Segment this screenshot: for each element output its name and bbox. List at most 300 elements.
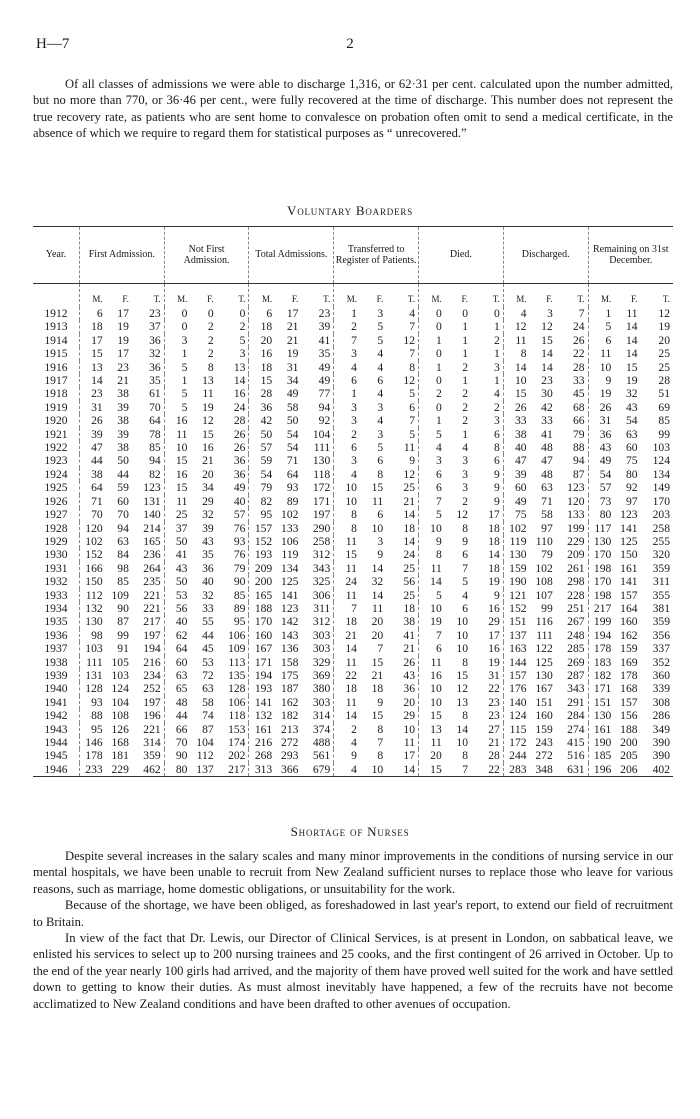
year-cell: 1938 bbox=[33, 656, 79, 669]
value-cell: 272 bbox=[535, 749, 553, 763]
subheader-cell: T. bbox=[471, 284, 503, 308]
value-cell: 9 bbox=[377, 695, 384, 709]
value-cell: 11 bbox=[430, 561, 442, 575]
shortage-paragraph: Despite several increases in the salary scales and many minor improvements in the conditions of nursing service in our mental hospitals, we have been unable to recruit from New Zealand sufficient nurses to replace those who leave for various reasons, such as marriage, home domestic obligations, or unsuitability for the work. bbox=[33, 849, 673, 896]
value-cell: 9 bbox=[435, 534, 442, 548]
value-cell: 402 bbox=[641, 763, 673, 777]
value-cell: 209 bbox=[556, 548, 588, 561]
table-row bbox=[33, 736, 673, 749]
value-cell: 374 bbox=[301, 723, 333, 736]
value-cell: 16 bbox=[217, 387, 249, 400]
value-cell: 19 bbox=[430, 615, 442, 629]
value-cell: 216 bbox=[254, 736, 273, 749]
column-header-group: Discharged. bbox=[503, 227, 588, 284]
table-row bbox=[33, 414, 673, 427]
value-cell: 123 bbox=[281, 601, 299, 615]
value-cell: 92 bbox=[301, 414, 333, 427]
value-cell: 9 bbox=[471, 589, 503, 602]
value-cell: 3 bbox=[351, 414, 357, 428]
value-cell: 8 bbox=[471, 441, 503, 454]
value-cell: 79 bbox=[541, 548, 553, 562]
value-cell: 314 bbox=[132, 736, 164, 749]
value-cell: 133 bbox=[556, 508, 588, 521]
value-cell: 3 bbox=[351, 454, 357, 468]
value-cell: 103 bbox=[652, 441, 670, 455]
value-cell: 120 bbox=[85, 521, 103, 535]
value-cell: 151 bbox=[593, 695, 612, 709]
value-cell: 93 bbox=[286, 481, 299, 495]
value-cell: 165 bbox=[254, 588, 273, 602]
value-cell: 16 bbox=[430, 668, 442, 682]
value-cell: 4 bbox=[377, 347, 384, 361]
value-cell: 36 bbox=[260, 400, 273, 414]
value-cell: 6 bbox=[377, 508, 384, 522]
value-cell: 112 bbox=[85, 588, 103, 602]
value-cell: 157 bbox=[509, 668, 527, 682]
value-cell: 7 bbox=[445, 763, 471, 777]
year-cell: 1931 bbox=[33, 562, 79, 575]
year-cell: 1940 bbox=[33, 682, 79, 695]
value-cell: 11 bbox=[600, 347, 612, 361]
value-cell: 293 bbox=[281, 749, 299, 763]
column-header-group: Total Admissions. bbox=[249, 227, 334, 284]
value-cell: 103 bbox=[111, 668, 129, 682]
value-cell: 21 bbox=[471, 736, 503, 749]
value-cell: 39 bbox=[91, 427, 103, 441]
value-cell: 0 bbox=[435, 320, 442, 334]
value-cell: 108 bbox=[535, 575, 553, 589]
value-cell: 1 bbox=[471, 320, 503, 333]
value-cell: 5 bbox=[217, 334, 249, 347]
value-cell: 3 bbox=[181, 333, 188, 347]
value-cell: 79 bbox=[217, 562, 249, 575]
value-cell: 221 bbox=[132, 602, 164, 615]
value-cell: 234 bbox=[132, 669, 164, 682]
value-cell: 6 bbox=[435, 467, 442, 481]
table-row bbox=[33, 696, 673, 709]
subheader-cell: T. bbox=[301, 284, 333, 308]
subheader-cell: F. bbox=[376, 293, 384, 304]
value-cell: 125 bbox=[620, 534, 638, 548]
value-cell: 99 bbox=[541, 601, 553, 615]
value-cell: 94 bbox=[301, 401, 333, 414]
value-cell: 56 bbox=[386, 575, 418, 588]
value-cell: 320 bbox=[652, 548, 670, 562]
value-cell: 4 bbox=[377, 414, 384, 428]
value-cell: 194 bbox=[593, 628, 612, 642]
value-cell: 119 bbox=[281, 548, 299, 562]
value-cell: 71 bbox=[286, 454, 299, 468]
value-cell: 21 bbox=[286, 333, 299, 347]
value-cell: 171 bbox=[254, 655, 273, 669]
value-cell: 71 bbox=[541, 494, 553, 508]
value-cell: 0 bbox=[471, 307, 503, 320]
value-cell: 31 bbox=[91, 400, 103, 414]
value-cell: 19 bbox=[471, 575, 503, 588]
value-cell: 15 bbox=[419, 763, 445, 777]
value-cell: 41 bbox=[386, 629, 418, 642]
value-cell: 2 bbox=[462, 400, 468, 414]
value-cell: 172 bbox=[301, 481, 333, 494]
value-cell: 0 bbox=[181, 307, 188, 320]
value-cell: 194 bbox=[132, 642, 164, 655]
voluntary-boarders-table bbox=[33, 226, 673, 777]
year-cell: 1924 bbox=[33, 468, 79, 481]
value-cell: 50 bbox=[175, 575, 188, 589]
value-cell: 3 bbox=[351, 400, 357, 414]
value-cell: 0 bbox=[435, 347, 442, 361]
value-cell: 150 bbox=[85, 575, 103, 589]
value-cell: 359 bbox=[132, 749, 164, 762]
value-cell: 47 bbox=[514, 454, 527, 468]
value-cell: 28 bbox=[556, 361, 588, 374]
table-row bbox=[33, 548, 673, 561]
value-cell: 18 bbox=[386, 522, 418, 535]
value-cell: 43 bbox=[599, 441, 612, 455]
value-cell: 111 bbox=[301, 441, 333, 454]
value-cell: 36 bbox=[599, 427, 612, 441]
value-cell: 264 bbox=[132, 562, 164, 575]
value-cell: 6 bbox=[377, 454, 384, 468]
table-row bbox=[33, 522, 673, 535]
value-cell: 131 bbox=[132, 495, 164, 508]
value-cell: 51 bbox=[658, 387, 670, 401]
value-cell: 41 bbox=[175, 548, 188, 562]
value-cell: 111 bbox=[86, 655, 103, 669]
value-cell: 87 bbox=[556, 468, 588, 481]
value-cell: 36 bbox=[132, 361, 164, 374]
value-cell: 43 bbox=[625, 400, 638, 414]
table-row bbox=[33, 307, 673, 320]
value-cell: 134 bbox=[652, 467, 670, 481]
value-cell: 298 bbox=[556, 575, 588, 588]
year-cell: 1942 bbox=[33, 709, 79, 722]
value-cell: 6 bbox=[351, 374, 357, 388]
value-cell: 5 bbox=[181, 400, 188, 414]
value-cell: 176 bbox=[509, 682, 527, 696]
value-cell: 308 bbox=[652, 695, 670, 709]
table-row bbox=[33, 401, 673, 414]
value-cell: 87 bbox=[202, 722, 214, 736]
value-cell: 60 bbox=[175, 655, 188, 669]
value-cell: 4 bbox=[386, 307, 418, 320]
value-cell: 18 bbox=[471, 562, 503, 575]
value-cell: 272 bbox=[281, 736, 299, 749]
year-cell: 1933 bbox=[33, 589, 79, 602]
value-cell: 12 bbox=[386, 334, 418, 347]
value-cell: 6 bbox=[471, 454, 503, 467]
value-cell: 119 bbox=[509, 534, 527, 548]
value-cell: 15 bbox=[175, 481, 188, 495]
value-cell: 57 bbox=[217, 508, 249, 521]
value-cell: 106 bbox=[217, 696, 249, 709]
value-cell: 196 bbox=[588, 763, 614, 777]
value-cell: 17 bbox=[286, 307, 299, 320]
value-cell: 25 bbox=[658, 347, 670, 361]
value-cell: 170 bbox=[593, 548, 612, 562]
value-cell: 11 bbox=[176, 427, 188, 441]
value-cell: 13 bbox=[202, 374, 214, 388]
value-cell: 130 bbox=[509, 548, 527, 562]
year-cell: 1912 bbox=[33, 307, 79, 320]
value-cell: 19 bbox=[658, 320, 670, 334]
subheader-cell: M. bbox=[516, 293, 527, 304]
value-cell: 6 bbox=[351, 441, 357, 455]
value-cell: 29 bbox=[471, 615, 503, 628]
value-cell: 1 bbox=[462, 347, 468, 361]
value-cell: 22 bbox=[471, 763, 503, 777]
value-cell: 15 bbox=[371, 709, 384, 723]
value-cell: 60 bbox=[117, 494, 129, 508]
value-cell: 3 bbox=[471, 361, 503, 374]
value-cell: 136 bbox=[281, 642, 299, 656]
table-row bbox=[33, 495, 673, 508]
value-cell: 348 bbox=[530, 763, 556, 777]
value-cell: 0 bbox=[181, 320, 188, 334]
value-cell: 28 bbox=[260, 387, 273, 401]
value-cell: 8 bbox=[462, 709, 468, 723]
subheader-cell: T. bbox=[662, 293, 670, 304]
value-cell: 43 bbox=[386, 669, 418, 682]
value-cell: 2 bbox=[207, 320, 214, 334]
year-cell: 1926 bbox=[33, 495, 79, 508]
value-cell: 99 bbox=[117, 628, 129, 642]
value-cell: 28 bbox=[217, 414, 249, 427]
table-row bbox=[33, 347, 673, 360]
value-cell: 193 bbox=[254, 682, 273, 696]
value-cell: 116 bbox=[535, 615, 553, 629]
value-cell: 4 bbox=[377, 387, 384, 401]
value-cell: 10 bbox=[456, 628, 468, 642]
subheader-cell: F. bbox=[207, 293, 214, 304]
value-cell: 31 bbox=[599, 414, 612, 428]
value-cell: 1 bbox=[605, 307, 612, 320]
value-cell: 1 bbox=[471, 374, 503, 387]
value-cell: 40 bbox=[217, 495, 249, 508]
value-cell: 98 bbox=[117, 561, 129, 575]
table-subheader-row bbox=[33, 284, 673, 308]
value-cell: 267 bbox=[556, 615, 588, 628]
value-cell: 24 bbox=[217, 401, 249, 414]
value-cell: 10 bbox=[456, 736, 468, 749]
value-cell: 104 bbox=[301, 428, 333, 441]
value-cell: 17 bbox=[471, 629, 503, 642]
value-cell: 349 bbox=[652, 722, 670, 736]
value-cell: 170 bbox=[254, 615, 273, 629]
value-cell: 38 bbox=[117, 414, 129, 428]
value-cell: 163 bbox=[509, 642, 527, 656]
value-cell: 22 bbox=[471, 682, 503, 695]
value-cell: 95 bbox=[217, 615, 249, 628]
value-cell: 23 bbox=[91, 387, 103, 401]
value-cell: 15 bbox=[202, 427, 214, 441]
value-cell: 109 bbox=[217, 642, 249, 655]
value-cell: 28 bbox=[658, 374, 670, 388]
value-cell: 7 bbox=[462, 561, 468, 575]
subheader-cell: M. bbox=[261, 293, 273, 304]
value-cell: 106 bbox=[281, 534, 299, 548]
value-cell: 66 bbox=[556, 414, 588, 427]
value-cell: 41 bbox=[301, 334, 333, 347]
value-cell: 312 bbox=[301, 548, 333, 561]
value-cell: 37 bbox=[132, 320, 164, 333]
value-cell: 5 bbox=[377, 333, 384, 347]
value-cell: 258 bbox=[652, 521, 670, 535]
value-cell: 63 bbox=[175, 668, 188, 682]
value-cell: 178 bbox=[85, 749, 103, 763]
value-cell: 79 bbox=[260, 481, 273, 495]
value-cell: 6 bbox=[471, 428, 503, 441]
value-cell: 23 bbox=[301, 307, 333, 320]
value-cell: 115 bbox=[509, 722, 527, 736]
value-cell: 160 bbox=[535, 709, 553, 723]
value-cell: 258 bbox=[301, 535, 333, 548]
table-row bbox=[33, 763, 673, 777]
value-cell: 16 bbox=[471, 602, 503, 615]
value-cell: 19 bbox=[599, 387, 612, 401]
value-cell: 5 bbox=[181, 360, 188, 374]
value-cell: 5 bbox=[377, 441, 384, 455]
value-cell: 31 bbox=[286, 360, 299, 374]
value-cell: 12 bbox=[541, 320, 553, 334]
value-cell: 3 bbox=[377, 307, 384, 320]
value-cell: 6 bbox=[377, 374, 384, 388]
value-cell: 111 bbox=[536, 628, 553, 642]
value-cell: 325 bbox=[301, 575, 333, 588]
value-cell: 10 bbox=[360, 763, 386, 777]
value-cell: 221 bbox=[132, 723, 164, 736]
value-cell: 137 bbox=[190, 763, 216, 777]
value-cell: 50 bbox=[117, 454, 129, 468]
value-cell: 14 bbox=[430, 575, 442, 589]
value-cell: 37 bbox=[175, 521, 188, 535]
value-cell: 104 bbox=[196, 736, 214, 749]
value-cell: 53 bbox=[202, 655, 214, 669]
value-cell: 44 bbox=[202, 628, 214, 642]
value-cell: 291 bbox=[556, 696, 588, 709]
value-cell: 25 bbox=[658, 360, 670, 374]
value-cell: 18 bbox=[260, 360, 273, 374]
value-cell: 38 bbox=[91, 467, 103, 481]
value-cell: 306 bbox=[301, 589, 333, 602]
value-cell: 18 bbox=[471, 535, 503, 548]
table-row bbox=[33, 454, 673, 467]
value-cell: 8 bbox=[351, 508, 357, 522]
value-cell: 99 bbox=[658, 427, 670, 441]
value-cell: 126 bbox=[111, 722, 129, 736]
value-cell: 157 bbox=[620, 588, 638, 602]
value-cell: 97 bbox=[541, 521, 553, 535]
shortage-paragraph: Because of the shortage, we have been obliged, as foreshadowed in last year's report, to extend our field of recruitment to Britain. bbox=[33, 898, 673, 929]
value-cell: 87 bbox=[117, 615, 129, 629]
value-cell: 19 bbox=[471, 656, 503, 669]
value-cell: 21 bbox=[117, 374, 129, 388]
value-cell: 6 bbox=[266, 307, 273, 320]
value-cell: 252 bbox=[132, 682, 164, 695]
value-cell: 194 bbox=[254, 668, 273, 682]
value-cell: 203 bbox=[652, 508, 670, 522]
value-cell: 8 bbox=[462, 655, 468, 669]
value-cell: 3 bbox=[462, 481, 468, 495]
value-cell: 33 bbox=[556, 374, 588, 387]
value-cell: 78 bbox=[132, 428, 164, 441]
year-cell: 1945 bbox=[33, 749, 79, 762]
value-cell: 113 bbox=[217, 656, 249, 669]
value-cell: 355 bbox=[652, 588, 670, 602]
value-cell: 13 bbox=[430, 722, 442, 736]
value-cell: 181 bbox=[111, 749, 129, 763]
value-cell: 20 bbox=[430, 749, 442, 763]
value-cell: 2 bbox=[462, 494, 468, 508]
column-header-group: Not First Admission. bbox=[164, 227, 249, 284]
value-cell: 8 bbox=[207, 360, 214, 374]
value-cell: 18 bbox=[260, 320, 273, 334]
table-row bbox=[33, 468, 673, 481]
value-cell: 182 bbox=[593, 668, 612, 682]
table-row bbox=[33, 320, 673, 333]
value-cell: 10 bbox=[430, 682, 442, 696]
value-cell: 0 bbox=[435, 400, 442, 414]
value-cell: 141 bbox=[620, 575, 638, 589]
value-cell: 5 bbox=[605, 320, 612, 334]
page-reference: H—7 bbox=[36, 36, 70, 52]
value-cell: 159 bbox=[509, 561, 527, 575]
value-cell: 183 bbox=[593, 655, 612, 669]
value-cell: 14 bbox=[345, 642, 357, 656]
value-cell: 23 bbox=[117, 360, 129, 374]
value-cell: 144 bbox=[509, 655, 527, 669]
value-cell: 74 bbox=[202, 709, 214, 723]
value-cell: 283 bbox=[503, 763, 529, 777]
table-row bbox=[33, 669, 673, 682]
value-cell: 76 bbox=[217, 522, 249, 535]
value-cell: 1 bbox=[435, 333, 442, 347]
value-cell: 8 bbox=[386, 361, 418, 374]
value-cell: 70 bbox=[91, 508, 103, 522]
value-cell: 11 bbox=[345, 695, 357, 709]
subheader-cell: M. bbox=[92, 293, 103, 304]
value-cell: 131 bbox=[85, 668, 103, 682]
value-cell: 102 bbox=[281, 508, 299, 522]
value-cell: 15 bbox=[345, 548, 357, 562]
value-cell: 8 bbox=[520, 347, 527, 361]
value-cell: 15 bbox=[456, 668, 468, 682]
year-cell: 1930 bbox=[33, 548, 79, 561]
value-cell: 85 bbox=[658, 414, 670, 428]
value-cell: 21 bbox=[386, 495, 418, 508]
value-cell: 141 bbox=[254, 695, 273, 709]
value-cell: 217 bbox=[593, 601, 612, 615]
value-cell: 12 bbox=[456, 682, 468, 696]
value-cell: 19 bbox=[286, 347, 299, 361]
value-cell: 193 bbox=[254, 548, 273, 562]
value-cell: 488 bbox=[301, 736, 333, 749]
value-cell: 133 bbox=[281, 521, 299, 535]
year-cell: 1944 bbox=[33, 736, 79, 749]
value-cell: 11 bbox=[345, 655, 357, 669]
table-row bbox=[33, 334, 673, 347]
value-cell: 10 bbox=[430, 695, 442, 709]
year-cell: 1943 bbox=[33, 723, 79, 736]
value-cell: 12 bbox=[514, 320, 527, 334]
year-cell: 1932 bbox=[33, 575, 79, 588]
year-cell: 1922 bbox=[33, 441, 79, 454]
value-cell: 128 bbox=[217, 682, 249, 695]
value-cell: 2 bbox=[462, 360, 468, 374]
value-cell: 16 bbox=[202, 441, 214, 455]
value-cell: 11 bbox=[626, 307, 638, 320]
value-cell: 311 bbox=[653, 575, 670, 589]
